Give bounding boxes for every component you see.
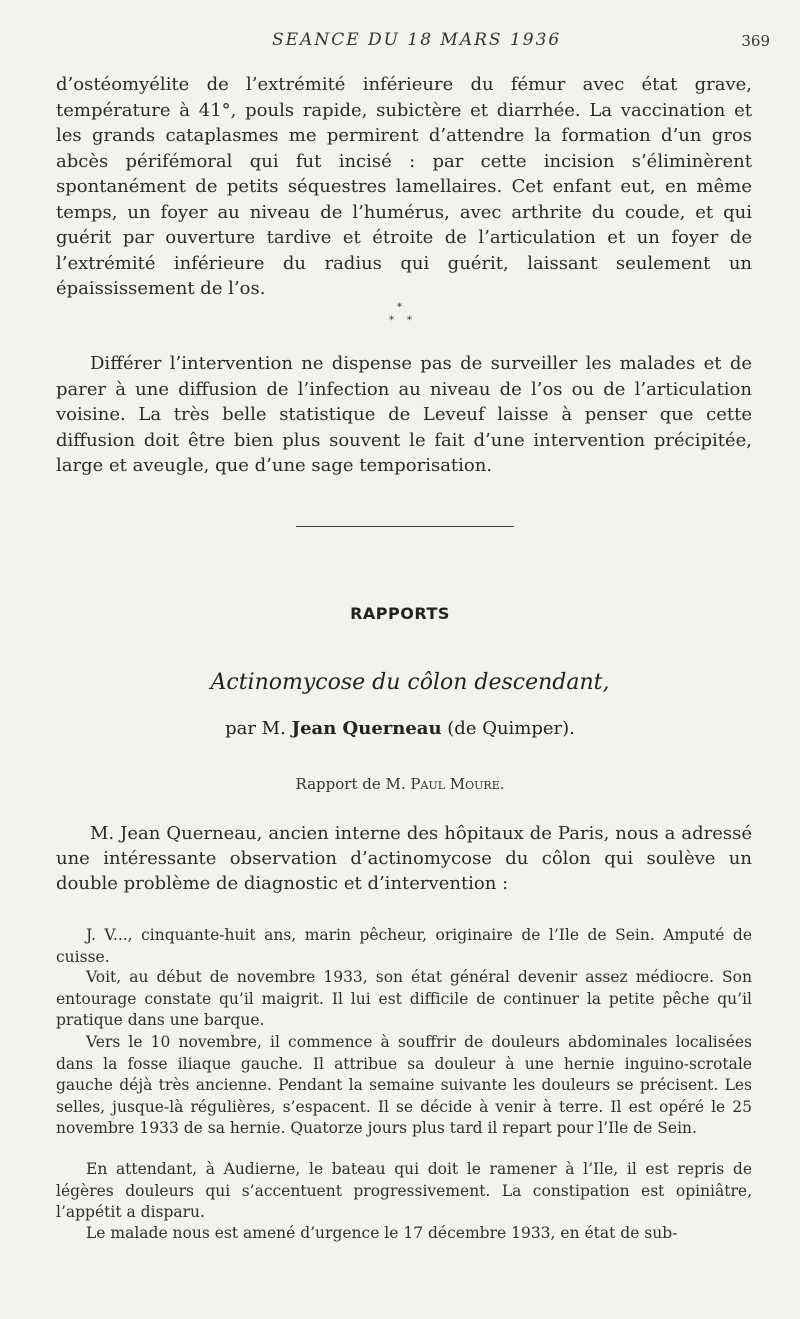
byline-suffix: (de Quimper).: [447, 718, 575, 739]
article-byline: [0, 718, 800, 739]
byline-prefix: par M.: [225, 718, 286, 739]
report-attribution: [0, 775, 800, 793]
section-heading: RAPPORTS: [350, 604, 450, 623]
star-left: *: [389, 315, 394, 326]
star-top: *: [397, 302, 402, 313]
article-title: Actinomycose du côlon descendant,: [210, 670, 610, 695]
byline-author: Jean Querneau: [291, 718, 442, 739]
observation-paragraph-2: Voit, au début de novembre 1933, son état général devenir assez médiocre. Son entourage constate qu’il maigrit. Il lui est difficile de continuer la petite pêche qu’il pratique dans une barque.: [56, 968, 752, 1029]
report-author: Paul Moure.: [410, 775, 505, 793]
observation-paragraph-4: En attendant, à Audierne, le bateau qui doit le ramener à l’Ile, il est repris de légères douleurs qui s’accentuent progressivement. La constipation est opiniâtre, l’appétit a disparu.: [56, 1160, 752, 1221]
page-number: 369: [741, 32, 770, 50]
running-header: [0, 30, 800, 54]
running-title: SEANCE DU 18 MARS 1936: [272, 30, 562, 50]
body-paragraph-2: Différer l’intervention ne dispense pas de surveiller les malades et de parer à une diffusion de l’infection au niveau de l’os ou de l’articulation voisine. La très belle statistique de Leveuf laisse à penser que cette diffusion doit être bien plus souvent le fait d’une intervention précipitée, large et aveugle, que d’une sage temporisation.: [56, 353, 752, 476]
section-separator-stars: [370, 302, 430, 332]
section-divider: [296, 526, 514, 527]
body-paragraph-1: d’ostéomyélite de l’extrémité inférieure du fémur avec état grave, température à 41°, pouls rapide, subictère et diarrhée. La vaccination et les grands cataplasmes me permirent d’attendre la formation d’un gros abcès périfémoral qui fut incisé : par cette incision s’éliminèrent spontanément de petits séquestres lamellaires. Cet enfant eut, en même temps, un foyer au niveau de l’humérus, avec arthrite du coude, et qui guérit par ouverture tardive et étroite de l’articulation et un foyer de l’extrémité inférieure du radius qui guérit, laissant seulement un épaississement de l’os.: [56, 74, 752, 299]
observation-paragraph-1: J. V..., cinquante-huit ans, marin pêcheur, originaire de l’Ile de Sein. Amputé de cuisse.: [56, 926, 752, 966]
observation-paragraph-3: Vers le 10 novembre, il commence à souffrir de douleurs abdominales localisées dans la fosse iliaque gauche. Il attribue sa douleur à une hernie inguino-scrotale gauche déjà très ancienne. Pendant la semaine suivante les douleurs se précisent. Les selles, jusque-là régulières, s’espacent. Il se décide à venir à terre. Il est opéré le 25 novembre 1933 de sa hernie. Quatorze jours plus tard il repart pour l’Ile de Sein.: [56, 1033, 752, 1137]
star-right: *: [407, 315, 412, 326]
report-prefix: Rapport de M.: [295, 775, 406, 793]
article-intro: M. Jean Querneau, ancien interne des hôpitaux de Paris, nous a adressé une intéressante observation d’actinomycose du côlon qui soulève un double problème de diagnostic et d’intervention :: [56, 823, 752, 894]
observation-paragraph-5: Le malade nous est amené d’urgence le 17 décembre 1933, en état de sub-: [86, 1224, 678, 1242]
